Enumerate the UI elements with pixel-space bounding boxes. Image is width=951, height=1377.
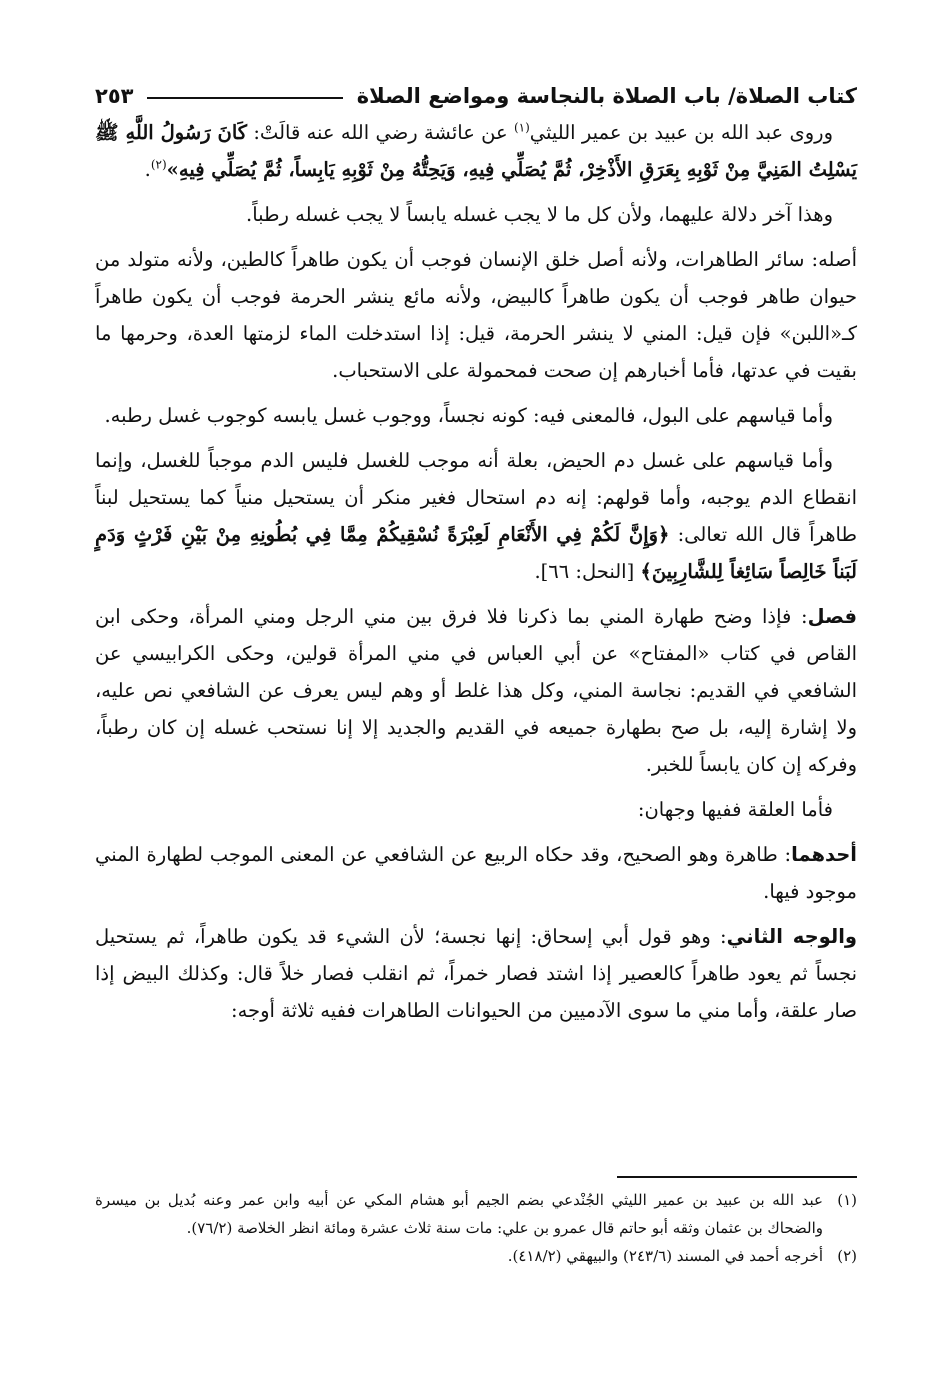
section-lead: والوجه الثاني <box>726 925 858 948</box>
paragraph-hadith <box>95 114 857 188</box>
paragraph-3: أصله: سائر الطاهرات، ولأنه أصل خلق الإنسان فوجب أن يكون طاهراً كالطين، ولأنه متولد من حيوان طاهر فوجب أن يكون طاهراً كالبيض، ولأنه مائع ينشر الحرمة فوجب أن يكون طاهراً كـ«اللبن» فإن قيل: المني لا ينشر الحرمة، قيل: إذا استدخلت الماء لزمتها العدة، وحرمها ما بقيت في عدتها، فأما أخبارهم إن صحت فمحمولة على الاستحباب. <box>95 248 857 382</box>
footnote-marker: (١) <box>837 1191 857 1209</box>
footnote-text: أخرجه أحمد في المسند (٢٤٣/٦) والبيهقي (٤١٨/٢). <box>507 1247 823 1265</box>
paragraph-5 <box>95 442 857 590</box>
quran-verse: ﴿وَإِنَّ لَكُمْ فِي الأَنْعَامِ لَعِبْرَةً نُسْقِيكُمْ مِمَّا فِي بُطُونِهِ مِنْ بَيْنِ فَرْثٍ وَدَمٍ لَبَناً خَالِصاً سَائِغاً لِلشَّارِبِينَ﴾ <box>95 523 857 583</box>
paragraph-first-view <box>95 836 857 910</box>
paragraph-text: وأما قياسهم على غسل دم الحيض، بعلة أنه موجب للغسل فليس الدم موجباً للغسل، وإنما انقطاع الدم يوجبه، وأما قولهم: إنه دم استحال فغير منكر أن يستحيل منياً كما يستحيل لبناً طاهراً قال الله تعالى: <box>95 449 857 546</box>
paragraph-intro: وروى عبد الله بن عبيد بن عمير الليثي <box>529 121 834 144</box>
body-text <box>95 114 857 1029</box>
paragraph-7: فأما العلقة ففيها وجهان: <box>637 798 833 821</box>
header-rule <box>147 97 342 99</box>
paragraph-fasl <box>95 598 857 783</box>
paragraph-4: وأما قياسهم على البول، فالمعنى فيه: كونه نجساً، ووجوب غسل يابسه كوجوب غسل رطبه. <box>104 404 833 427</box>
paragraph-end: . <box>144 158 151 181</box>
page-header <box>95 68 857 108</box>
paragraph-2: وهذا آخر دلالة عليهما، ولأن كل ما لا يجب غسله يابساً لا يجب غسله رطباً. <box>246 203 833 226</box>
footnote-text: عبد الله بن عبيد بن عمير الليثي الجُنْدعي بضم الجيم أبو هشام المكي عن أبيه وابن عمر وعنه بُديل بن ميسرة والضحاك بن عثمان وثقه أبو حاتم قال عمرو بن علي: مات سنة ثلاث عشرة ومائة انظر الخلاصة (٧٦/٢). <box>95 1191 823 1237</box>
footnote-rule <box>617 1176 857 1178</box>
paragraph-text: : فإذا وضح طهارة المني بما ذكرنا فلا فرق بين مني الرجل ومني المرأة، وحكى ابن القاص في كتاب «المفتاح» عن أبي العباس في مني المرأة قولين، وحكى الكرابيسي عن الشافعي في القديم: نجاسة المني، وكل هذا غلط أو وهم ليس يعرف عن الشافعي نص عليه، ولا إشارة إليه، بل صح بطهارة جميعه في القديم والجديد إلا إنا نستحب غسله إن كان رطباً، وفركه إن كان يابساً للخبر. <box>95 605 857 776</box>
page-number: ٢٥٣ <box>95 84 134 108</box>
footnotes <box>95 1186 857 1270</box>
paragraph-text: : وهو قول أبي إسحاق: إنها نجسة؛ لأن الشيء قد يكون طاهراً، ثم يستحيل نجساً ثم يعود طاهراً كالعصير إذا اشتد فصار خمراً، ثم انقلب فصار خلاً قال: وكذلك البيض إذا صار علقة، وأما مني ما سوى الآدميين من الحيوانات الطاهرات ففيه ثلاثة أوجه: <box>95 925 857 1022</box>
section-lead: أحدهما <box>791 843 857 866</box>
page <box>95 68 857 1328</box>
footnote-2 <box>95 1242 857 1270</box>
footnote-ref-1[interactable]: (١) <box>513 120 530 135</box>
footnote-marker: (٢) <box>837 1247 857 1265</box>
paragraph-text: : طاهرة وهو الصحيح، وقد حكاه الربيع عن الشافعي عن المعنى الموجب لطهارة المني موجود فيها. <box>95 843 857 903</box>
paragraph-text: عن عائشة رضي الله عنه قالَتْ: <box>247 121 514 144</box>
running-title: كتاب الصلاة/ باب الصلاة بالنجاسة ومواضع الصلاة <box>356 84 857 108</box>
footnote-ref-2[interactable]: (٢) <box>150 157 167 172</box>
hadith-quote: كَانَ رَسُولُ اللَّهِ ﷺ يَسْلِتُ المَنِيَّ مِنْ ثَوْبِهِ بِعَرَقِ الأَذْخِرْ، ثُمَّ يُصَلِّي فِيهِ، وَيَحِتُّهُ مِنْ ثَوْبِهِ يَابِساً، ثُمَّ يُصَلِّي فِيهِ» <box>95 121 857 181</box>
footnote-1 <box>95 1186 857 1242</box>
paragraph-second-view <box>95 918 857 1029</box>
verse-citation: [النحل: ٦٦]. <box>534 560 641 583</box>
section-lead: فصل <box>807 605 857 628</box>
